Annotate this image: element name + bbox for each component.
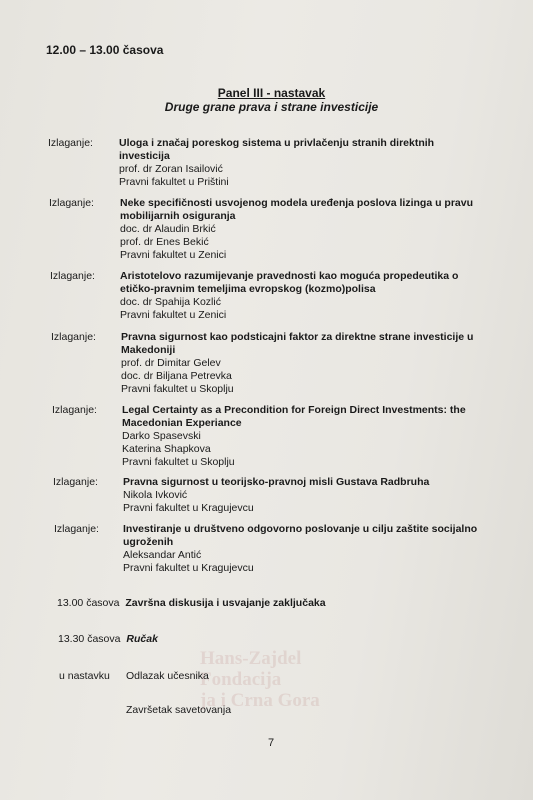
talk-body bbox=[119, 137, 479, 189]
schedule-time: u nastavku bbox=[59, 670, 110, 682]
schedule-time: 13.30 časova bbox=[58, 633, 121, 645]
talk-author: prof. dr Enes Bekić bbox=[120, 236, 209, 248]
schedule-time: 13.00 časova bbox=[57, 597, 120, 609]
panel-subtitle: Druge grane prava i strane investicije bbox=[164, 100, 379, 114]
stamp-line: Fondacija bbox=[200, 669, 282, 690]
schedule-event: Ručak bbox=[126, 633, 158, 645]
talk-label: Izlaganje: bbox=[52, 404, 97, 416]
talk-title: Legal Certainty as a Precondition for Foreign Direct Investments: the Macedonian Experiance bbox=[122, 404, 466, 429]
talk-body bbox=[123, 523, 483, 575]
talk-institution: Pravni fakultet u Prištini bbox=[119, 176, 229, 188]
schedule-event: Odlazak učesnika bbox=[126, 670, 209, 682]
talk-author: Nikola Ivković bbox=[123, 489, 188, 501]
panel-title: Panel III - nastavak bbox=[217, 86, 326, 100]
stamp-line: Hans-Zajdel bbox=[200, 648, 302, 669]
talk-institution: Pravni fakultet u Zenici bbox=[120, 249, 227, 261]
schedule-row bbox=[58, 633, 158, 645]
schedule-row bbox=[59, 670, 110, 682]
talk-title: Uloga i značaj poreskog sistema u privlačenju stranih direktnih investicija bbox=[119, 137, 435, 162]
talk-institution: Pravni fakultet u Skoplju bbox=[121, 383, 234, 395]
talk-title: Pravna sigurnost kao podsticajni faktor za direktne strane investicije u Makedoniji bbox=[121, 331, 474, 356]
schedule-event: Završna diskusija i usvajanje zaključaka bbox=[125, 597, 326, 609]
talk-body bbox=[123, 476, 483, 515]
talk-title: Pravna sigurnost u teorijsko-pravnoj misli Gustava Radbruha bbox=[123, 476, 430, 488]
talk-label: Izlaganje: bbox=[48, 137, 93, 149]
talk-author: doc. dr Spahija Kozlić bbox=[120, 296, 221, 308]
talk-label: Izlaganje: bbox=[50, 270, 95, 282]
talk-label: Izlaganje: bbox=[51, 331, 96, 343]
talk-institution: Pravni fakultet u Skoplju bbox=[122, 456, 235, 468]
talk-body bbox=[122, 404, 482, 469]
page-number: 7 bbox=[268, 737, 275, 749]
talk-label: Izlaganje: bbox=[54, 523, 99, 535]
talk-author: doc. dr Alaudin Brkić bbox=[120, 223, 216, 235]
talk-author: Katerina Shapkova bbox=[122, 443, 211, 455]
talk-title: Investiranje u društveno odgovorno poslovanje u cilju zaštite socijalno ugroženih bbox=[123, 523, 478, 548]
talk-institution: Pravni fakultet u Kragujevcu bbox=[123, 502, 254, 514]
talk-institution: Pravni fakultet u Zenici bbox=[120, 309, 227, 321]
talk-author: Aleksandar Antić bbox=[123, 549, 202, 561]
schedule-row bbox=[57, 597, 326, 609]
talk-title: Aristotelovo razumijevanje pravednosti kao moguća propedeutika o etičko-pravnim temeljima evropskog (kozmo)polisa bbox=[120, 270, 459, 295]
talk-body bbox=[121, 331, 481, 396]
talk-author: doc. dr Biljana Petrevka bbox=[121, 370, 232, 382]
talk-title: Neke specifičnosti usvojenog modela uređenja poslova lizinga u pravu mobilijarnih osiguranja bbox=[120, 197, 474, 222]
talk-body bbox=[120, 270, 480, 322]
talk-author: Darko Spasevski bbox=[122, 430, 201, 442]
talk-author: prof. dr Dimitar Gelev bbox=[121, 357, 221, 369]
stamp-watermark bbox=[200, 648, 320, 711]
talk-label: Izlaganje: bbox=[53, 476, 98, 488]
talk-label: Izlaganje: bbox=[49, 197, 94, 209]
schedule-event: Završetak savetovanja bbox=[126, 704, 232, 716]
talk-author: prof. dr Zoran Isailović bbox=[119, 163, 223, 175]
time-header: 12.00 – 13.00 časova bbox=[46, 43, 164, 57]
stamp-line: ja i Crna Gora bbox=[200, 690, 320, 711]
talk-institution: Pravni fakultet u Kragujevcu bbox=[123, 562, 254, 574]
talk-body bbox=[120, 197, 480, 262]
